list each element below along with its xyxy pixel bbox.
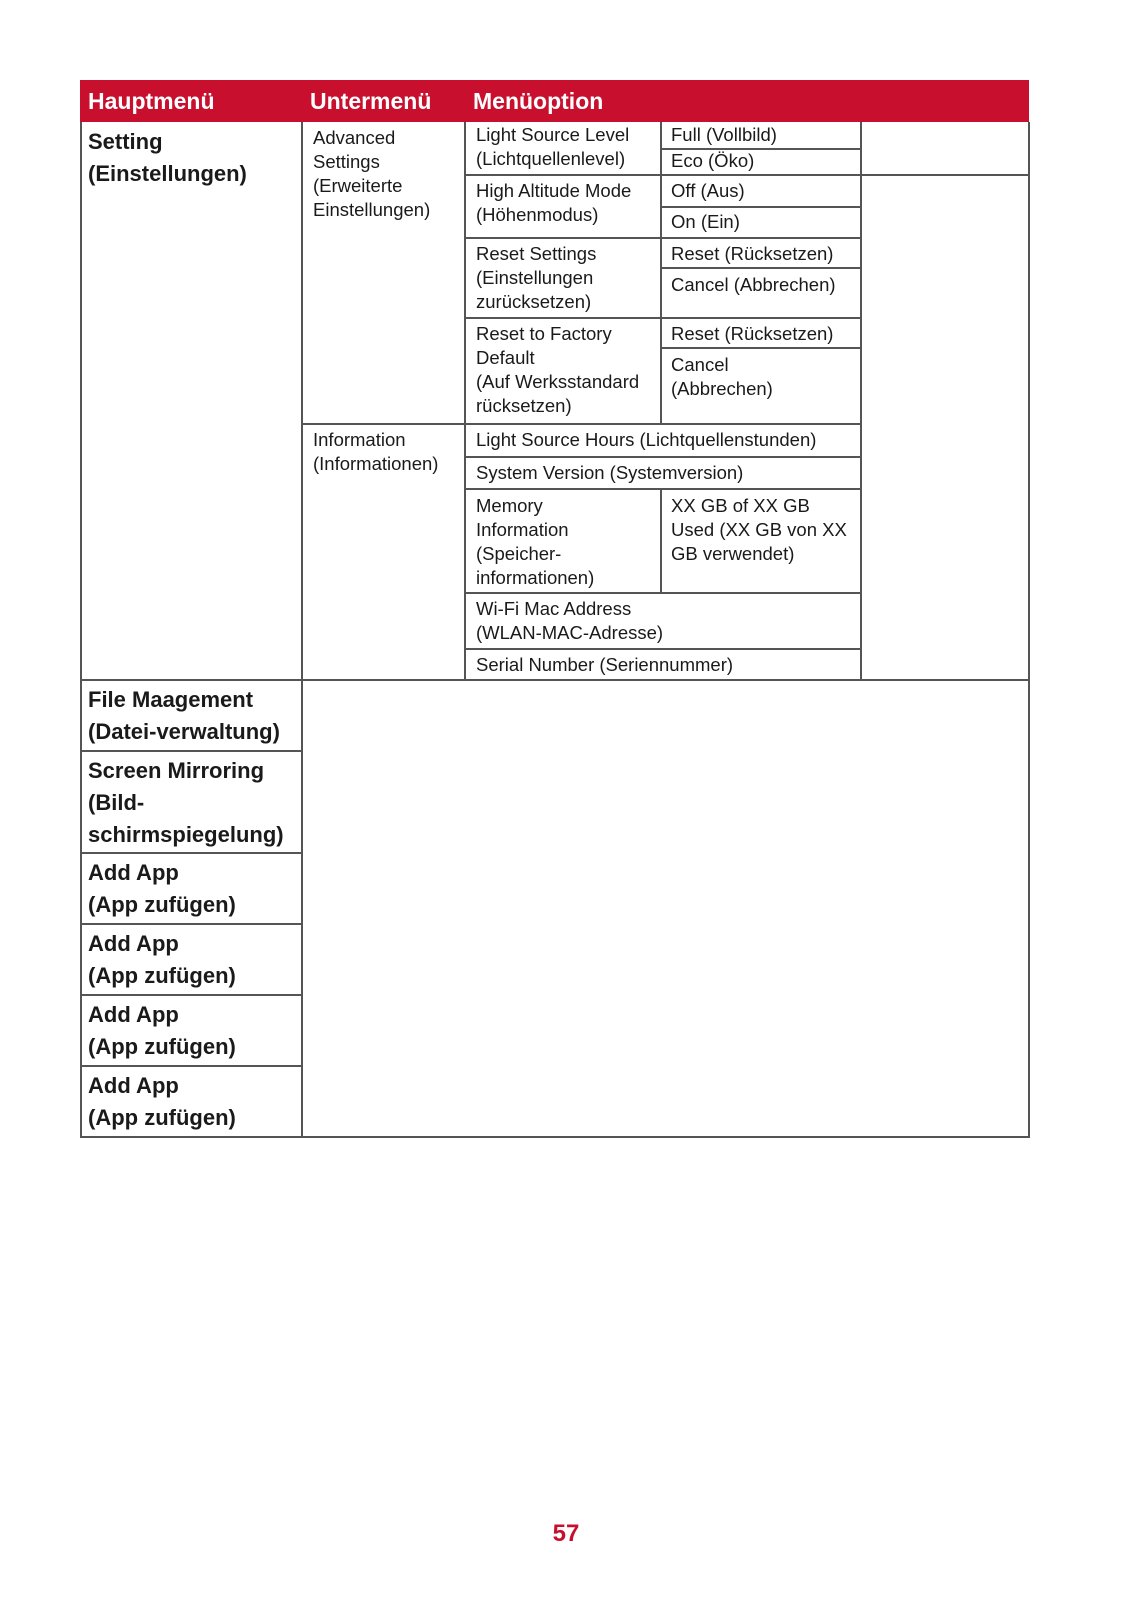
option-reset-to-factory-default: Reset to Factory Default (Auf Werksstandard rücksetzen) [476,323,640,416]
main-menu-add-app: Add App (App zufügen) [88,860,236,917]
value-cancel-factory: Cancel (Abbrechen) [671,354,773,399]
option-wifi-mac-address: Wi-Fi Mac Address (WLAN-MAC-Adresse) [476,598,664,643]
value-cancel: Cancel (Abbrechen) [671,274,836,295]
header-main-menu: Hauptmenü [88,88,215,114]
option-serial-number: Serial Number (Seriennummer) [476,654,734,675]
value-off: Off (Aus) [671,180,745,201]
header-menu-option: Menüoption [473,88,604,114]
option-light-source-hours: Light Source Hours (Lichtquellenstunden) [476,429,817,450]
value-eco: Eco (Öko) [671,150,755,171]
main-menu-add-app: Add App (App zufügen) [88,1073,236,1130]
option-memory-information: Memory Information (Speicher- informationen) [476,495,595,588]
value-memory: XX GB of XX GB Used (XX GB von XX GB verwendet) [671,495,847,564]
value-on: On (Ein) [671,211,740,232]
main-menu-setting: Setting (Einstellungen) [88,129,247,186]
submenu-advanced-settings: Advanced Settings (Erweiterte Einstellungen) [313,127,431,220]
main-menu-add-app: Add App (App zufügen) [88,931,236,988]
main-menu-file-management: File Maagement (Datei-verwaltung) [88,687,280,744]
value-reset-factory: Reset (Rücksetzen) [671,323,834,344]
main-menu-add-app: Add App (App zufügen) [88,1002,236,1059]
value-full: Full (Vollbild) [671,124,777,145]
header-sub-menu: Untermenü [310,88,432,114]
option-light-source-level: Light Source Level (Lichtquellenlevel) [476,124,630,169]
page-number: 57 [552,1520,580,1547]
option-high-altitude-mode: High Altitude Mode (Höhenmodus) [476,180,632,225]
submenu-information: Information (Informationen) [313,429,439,474]
value-reset: Reset (Rücksetzen) [671,243,834,264]
option-reset-settings: Reset Settings (Einstellungen zurücksetzen) [476,243,597,312]
option-system-version: System Version (Systemversion) [476,462,744,483]
main-menu-screen-mirroring: Screen Mirroring (Bild- schirmspiegelung) [88,758,284,847]
